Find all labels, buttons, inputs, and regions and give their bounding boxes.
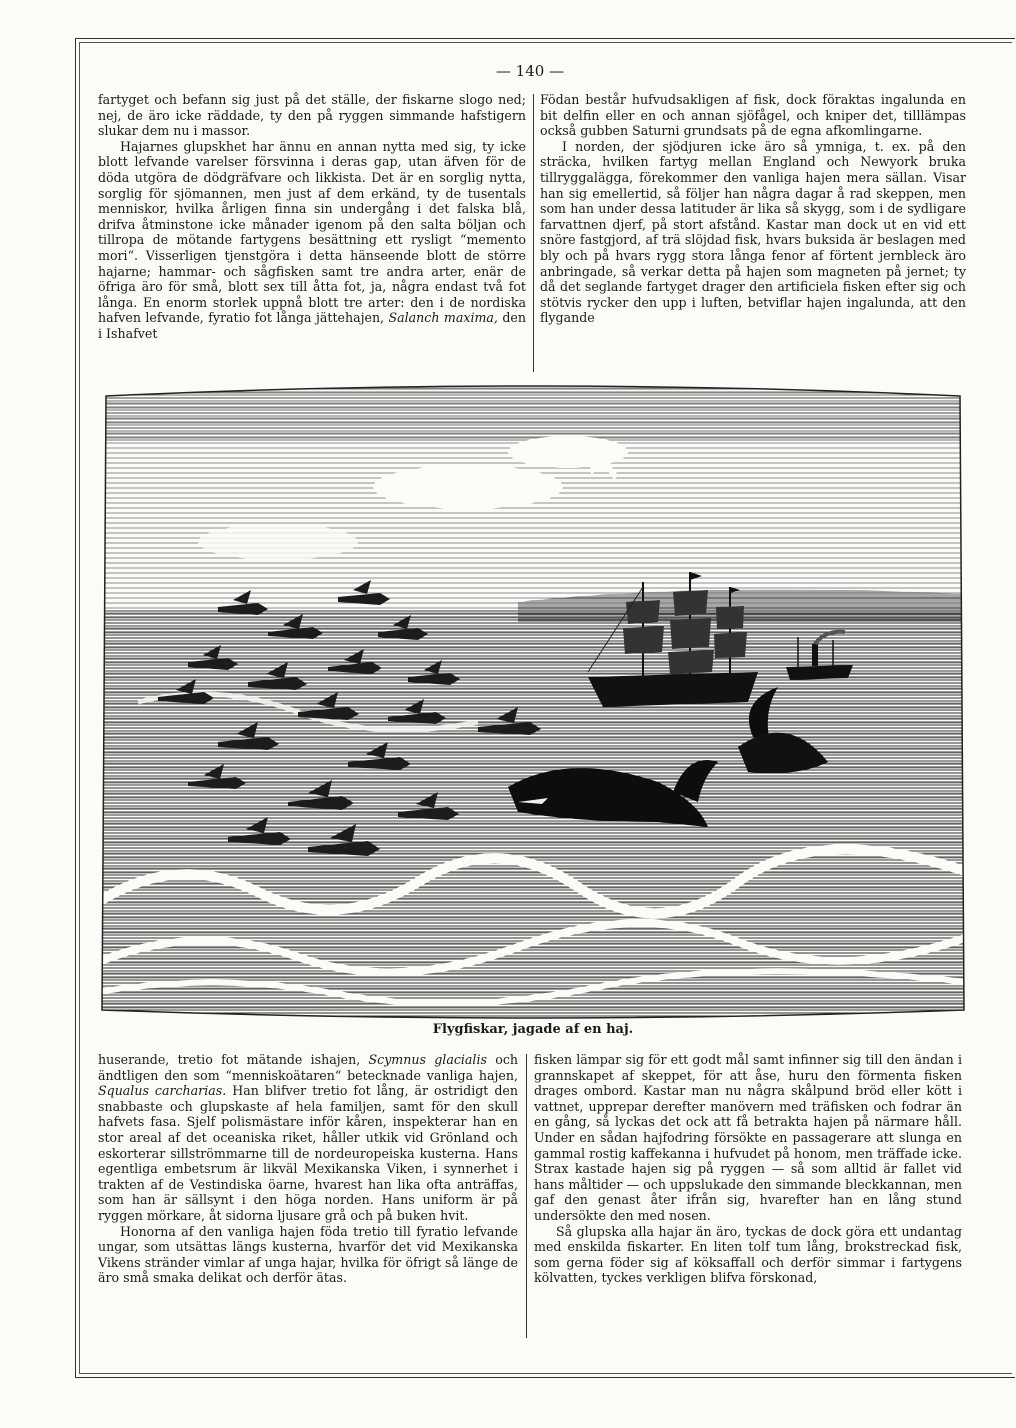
- engraving-illustration: [98, 382, 968, 1022]
- column-divider: [526, 1054, 527, 1338]
- cloud: [373, 465, 563, 509]
- paragraph: [98, 1052, 518, 1224]
- paragraph-text: huserande, tretio fot mätande ishajen,: [98, 1052, 361, 1067]
- paragraph: Så glupska alla hajar än äro, tyckas de dock göra ett undantag med enskilda fiskarter. En liten tolf tum lång, brokstreckad fisk, som gerna föder sig af köksaffall och derför simmar i fartygens kölvatten, tyckes verkligen blifva förskonad,: [534, 1223, 962, 1286]
- paragraph-text: Hajarnes glupskhet har ännu en annan nytta med sig, ty icke blott lefvande varelser försvinna i deras gap, utan äfven för de döda utgöra de dödgräfvare och likkista. Det är en sorglig nytta, sorglig för sjömannen, men just af dem erkänd, ty de tusentals menniskor, hvilka årligen finna sin undergång i det falska blå, drifva åtminstone icke månader igenom på den salta böljan och tillropa de mötande fartygens besättning ett rysligt “memento mori“. Visserligen tjenstgöra i detta hänseende blott de större hajarne; hammar- och sågfisken samt tre andra arter, enär de öfriga äro för små, blott sex till åtta fot, ja, några endast två fot långa. En enorm storlek uppnå blott tre arter: den i de nordiska hafven lefvande, fyratio fot långa jättehajen,: [98, 138, 526, 326]
- figure-caption: Flygfiskar, jagade af en haj.: [432, 1022, 634, 1037]
- paragraph-text: Han blifver tretio fot lång, är ostridigt den snabbaste och glupskaste af hela familjen, samt för den skull hafvets fasa. Sjelf polismästare inför kåren, inspekterar han en stor areal af det oceaniska riket, håller utkik vid Grönland och eskorterar sillströmmarne till de nordeuropeiska kusterna. Hans egentliga embetsrum är likväl Mexikanska Viken, i synnerhet i trakten af de Vestindiska öarne, hvarest han lika ofta anträffas, som han är sällsynt i den höga norden. Hans uniform är på ryggen mörkare, åt sidorna ljusare grå och på buken hvit.: [98, 1083, 518, 1223]
- bottom-right-column: [534, 1052, 962, 1286]
- paragraph-tail: den i Ishafvet: [98, 310, 527, 341]
- paragraph: fartyget och befann sig just på det ställe, der fiskarne slogo ned; nej, de äro icke räddade, ty den på ryggen simmande hafstigern slukar dem nu i massor.: [98, 92, 526, 139]
- top-left-column: [98, 92, 526, 342]
- cloud: [198, 524, 358, 560]
- paragraph-text: och ändtligen den som “menniskoätaren“ betecknade vanliga hajen,: [98, 1052, 518, 1083]
- paragraph: fisken lämpar sig för ett godt mål samt infinner sig till den ändan i grannskapet af skeppet, för att åse, huru den förmenta fisken drages ombord. Kastar man nu några skålpund bröd eller kött i vattnet, upprepar derefter manövern med träfisken och fodrar än en gång, så lyckas det ock att få betrakta hajen på närmare håll. Under en sådan hajfodring försökte en passagerare att slunga en gammal rostig kaffekanna i hufvudet på honom, men träffade icke. Strax kastade hajen sig på ryggen — så som alltid är fallet vid hans måltider — och uppslukade den simmande bleckkannan, men gaf den genast åter ifrån sig, hvarefter han en lång stund undersökte den med nosen.: [534, 1052, 962, 1223]
- bottom-left-column: [98, 1052, 518, 1286]
- species-name: Salanch maxima,: [388, 310, 498, 326]
- top-right-column: [540, 92, 966, 326]
- page-number: — 140 —: [495, 62, 565, 80]
- column-divider: [533, 94, 534, 372]
- species-name: Scymnus glacialis: [368, 1052, 487, 1067]
- paragraph: Födan består hufvudsakligen af fisk, dock föraktas ingalunda en bit delfin eller en och annan sjöfågel, och kniper det, tilllämpas också gubben Saturni grundsats på de egna afkomlingarne.: [540, 92, 966, 139]
- paragraph: I norden, der sjödjuren icke äro så ymniga, t. ex. på den sträcka, hvilken fartyg mellan England och Newyork bruka tillryggalägga, förekommer den vanliga hajen mera sällan. Visar han sig emellertid, så följer han några dagar å rad skeppen, men som han under dessa latituder är lika så skygg, som i de sydligare farvattnen djerf, på stort afstånd. Kastar man dock ut en vid ett snöre fastgjord, af trä slöjdad fisk, hvars buksida är beslagen med bly och på hvars rygg stora långa fenor af förtent jernbleck äro anbringade, så verkar detta på hajen som magneten på jernet; ty då det seglande fartyget drager den artificiela fisken efter sig och stötvis rycker den upp i luften, betviflar hajen ingalunda, att den flygande: [540, 138, 966, 326]
- paragraph: [98, 139, 526, 342]
- paragraph: Honorna af den vanliga hajen föda tretio till fyratio lefvande ungar, som utsättas längs kusterna, hvarför det vid Mexikanska Vikens stränder vimlar af unga hajar, hvilka för öfrigt så länge de äro små smaka delikat och derför ätas.: [98, 1223, 518, 1286]
- species-name: Squalus carcharias.: [98, 1083, 227, 1099]
